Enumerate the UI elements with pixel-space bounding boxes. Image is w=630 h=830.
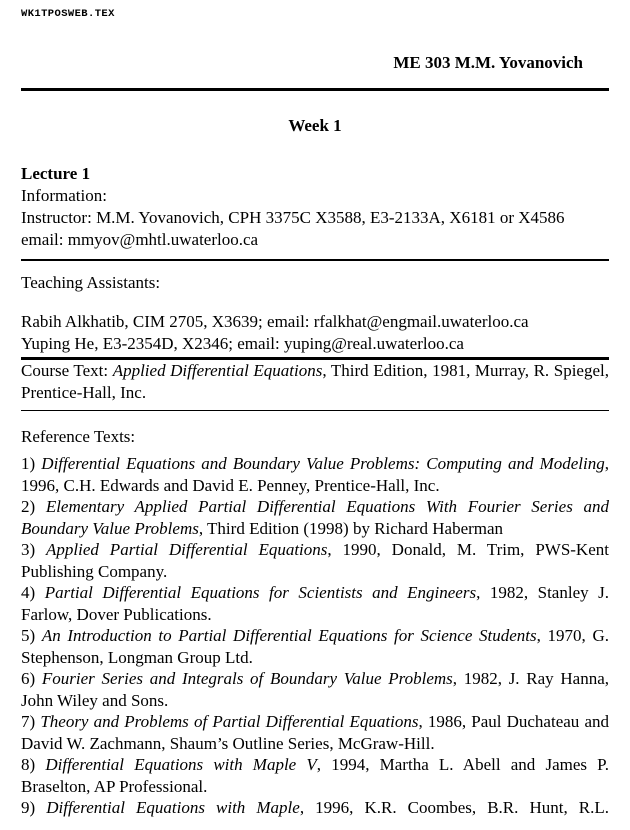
- reference-title: Theory and Problems of Partial Differential Equations: [40, 712, 419, 731]
- reference-details: , 1982, J. Ray Hanna, John Wiley and Sons.: [21, 669, 609, 710]
- reference-texts-heading: Reference Texts:: [21, 427, 136, 446]
- reference-title: Differential Equations with Maple V: [45, 755, 317, 774]
- course-header: ME 303 M.M. Yovanovich: [393, 53, 583, 72]
- instructor-line: Instructor: M.M. Yovanovich, CPH 3375C X3588, E3-2133A, X6181 or X4586: [21, 208, 565, 227]
- reference-details: , 1982, Stanley J. Farlow, Dover Publications.: [21, 583, 610, 624]
- reference-title: An Introduction to Partial Differential Equations for Science Students: [41, 626, 537, 645]
- information-label: Information:: [21, 186, 107, 205]
- reference-title: Differential Equations and Boundary Value Problems: Computing and Modeling: [41, 454, 605, 473]
- teaching-assistants-section: [21, 272, 609, 355]
- course-text-paragraph: [21, 360, 609, 404]
- course-text-label: Course Text:: [21, 360, 113, 380]
- course-text-title: Applied Differential Equations: [112, 360, 323, 380]
- lecture-info-section: [21, 163, 609, 251]
- reference-title: Fourier Series and Integrals of Boundary Value Problems: [41, 669, 453, 688]
- horizontal-rule: [21, 410, 609, 412]
- reference-list: [21, 453, 609, 819]
- reference-details: , 1990, Donald, M. Trim, PWS-Kent Publishing Company.: [21, 540, 609, 581]
- reference-number: 9): [21, 798, 47, 817]
- reference-details: , 1996, C.H. Edwards and David E. Penney, Prentice-Hall, Inc.: [21, 454, 609, 495]
- reference-item: [21, 539, 609, 582]
- reference-details: , 1986, Paul Duchateau and David W. Zachmann, Shaum’s Outline Series, McGraw-Hill.: [21, 712, 609, 753]
- reference-item: [21, 797, 609, 819]
- lecture-heading: Lecture 1: [21, 164, 91, 183]
- teaching-assistant-line: Rabih Alkhatib, CIM 2705, X3639; email: rfalkhat@engmail.uwaterloo.ca: [21, 311, 529, 331]
- reference-item: [21, 496, 609, 539]
- reference-number: 7): [21, 712, 41, 731]
- reference-number: 1): [21, 454, 42, 473]
- reference-details: , 1970, G. Stephenson, Longman Group Ltd.: [21, 626, 609, 667]
- reference-item: [21, 754, 609, 797]
- reference-item: [21, 453, 609, 496]
- reference-title: Applied Partial Differential Equations: [46, 540, 328, 559]
- reference-number: 6): [21, 669, 42, 688]
- reference-number: 2): [21, 497, 46, 516]
- reference-item: [21, 668, 609, 711]
- reference-details: , 1996, K.R. Coombes, B.R. Hunt, R.L.: [299, 798, 609, 817]
- teaching-assistants-list: [21, 311, 609, 355]
- horizontal-rule: [21, 88, 609, 91]
- course-text-details: , Third Edition, 1981, Murray, R. Spiegel, Prentice-Hall, Inc.: [21, 360, 609, 402]
- reference-number: 3): [21, 540, 47, 559]
- teaching-assistants-heading: Teaching Assistants:: [21, 272, 161, 292]
- reference-item: [21, 582, 609, 625]
- reference-item: [21, 711, 609, 754]
- week-title: Week 1: [288, 116, 342, 135]
- reference-title: Partial Differential Equations for Scientists and Engineers: [44, 583, 477, 602]
- reference-number: 4): [21, 583, 45, 602]
- reference-number: 5): [21, 626, 42, 645]
- reference-title: Differential Equations with Maple: [46, 798, 300, 817]
- reference-title: Elementary Applied Partial Differential Equations With Fourier Series and Boundary Value Problems: [21, 497, 609, 538]
- reference-details: , Third Edition (1998) by Richard Haberman: [198, 518, 504, 538]
- reference-item: [21, 625, 609, 668]
- reference-number: 8): [21, 755, 46, 774]
- reference-details: , 1994, Martha L. Abell and James P. Braselton, AP Professional.: [21, 755, 609, 796]
- teaching-assistant-line: Yuping He, E3-2354D, X2346; email: yuping@real.uwaterloo.ca: [21, 333, 464, 353]
- email-line: email: mmyov@mhtl.uwaterloo.ca: [21, 230, 259, 249]
- horizontal-rule: [21, 259, 609, 261]
- document-filename: WK1TPOSWEB.TEX: [21, 8, 115, 20]
